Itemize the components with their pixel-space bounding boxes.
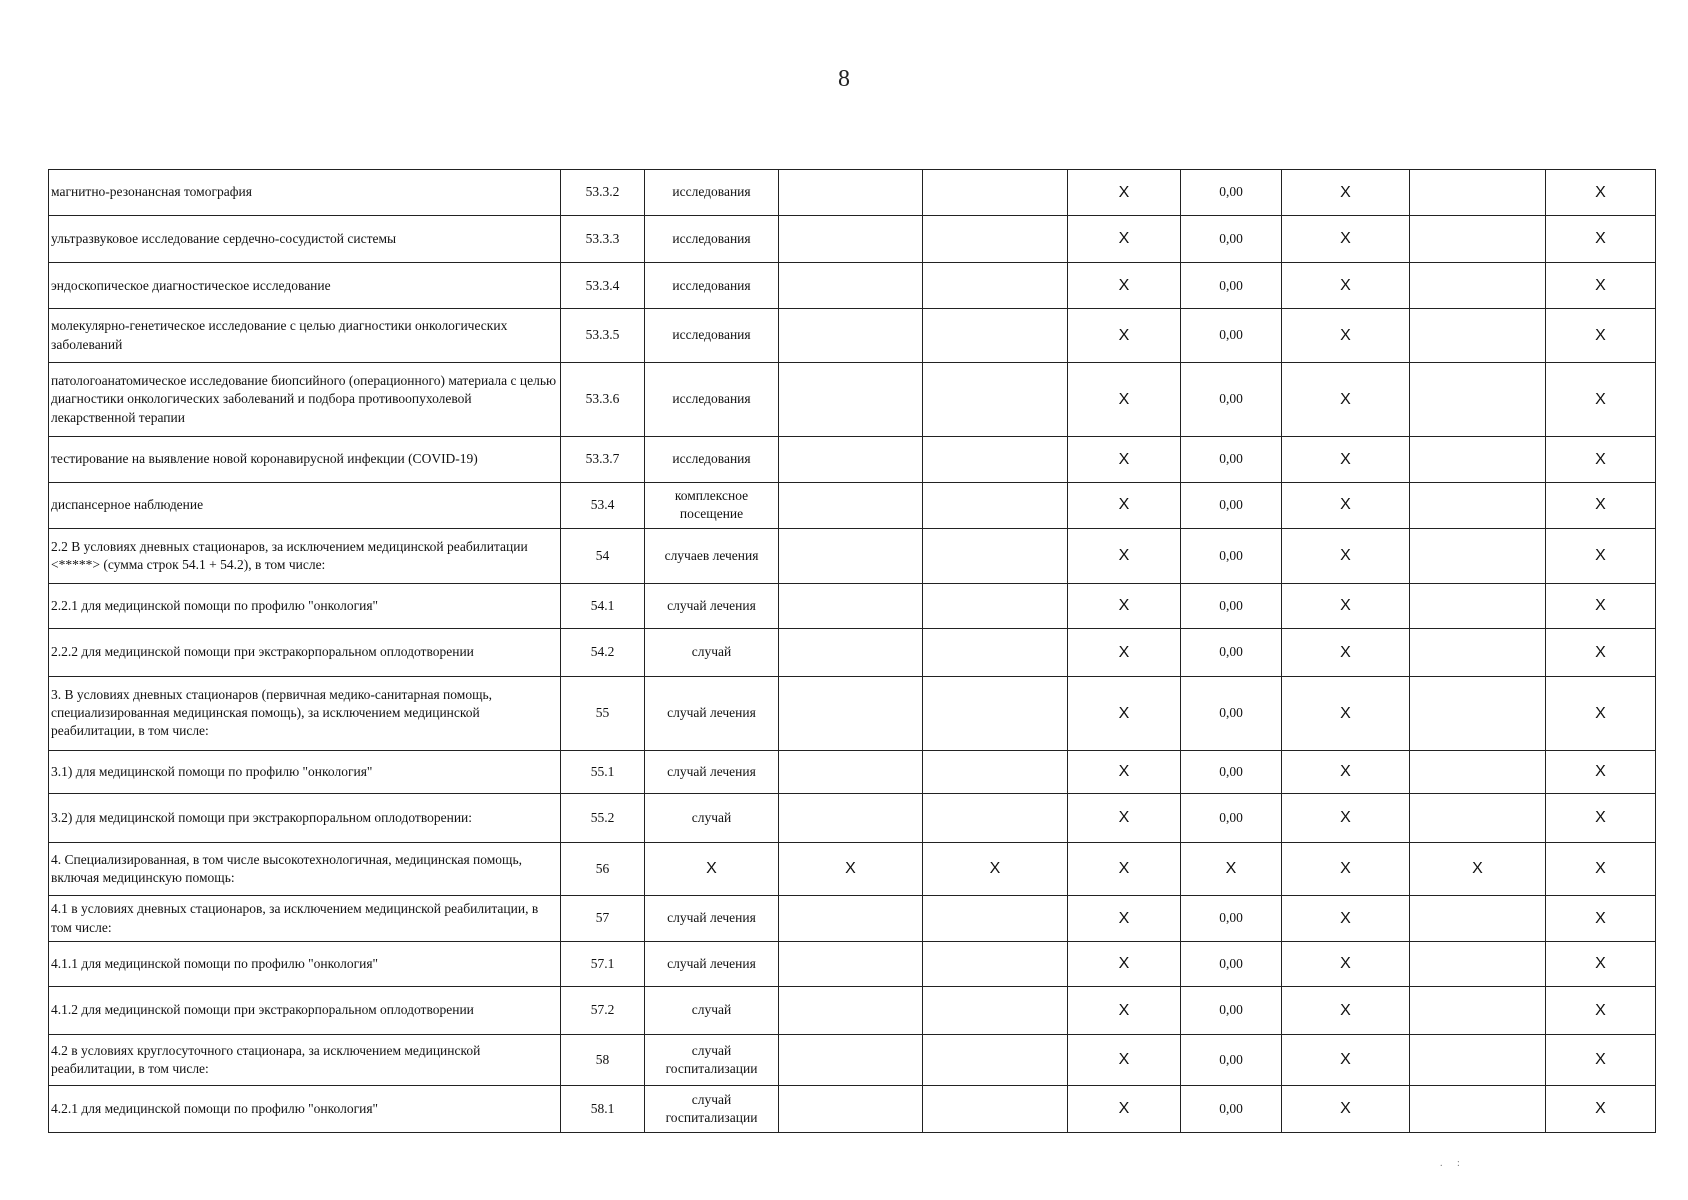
cell-col6: X [1068,750,1181,793]
row-code: 55 [561,676,645,750]
cell-col4 [779,528,923,584]
row-name: 3. В условиях дневных стационаров (первичная медико-санитарная помощь, специализированная медицинская помощь), за исключением медицинской реабилитации, в том числе: [49,676,561,750]
table-row [49,793,1656,843]
cell-col6: X [1068,843,1181,896]
table-row [49,986,1656,1035]
cell-col6: X [1068,215,1181,263]
cell-col4 [779,482,923,528]
row-unit: случай [645,629,779,677]
cell-col4 [779,629,923,677]
row-unit: исследования [645,263,779,309]
cell-col4 [779,584,923,629]
cell-col8: X [1282,1035,1410,1086]
cell-col5 [923,750,1068,793]
cell-col10: X [1546,941,1656,986]
row-unit: X [645,843,779,896]
cell-col5 [923,896,1068,942]
row-code: 53.4 [561,482,645,528]
cell-col8: X [1282,528,1410,584]
cell-col8: X [1282,629,1410,677]
cell-col7: 0,00 [1181,170,1282,216]
row-name: 2.2.1 для медицинской помощи по профилю "онкология" [49,584,561,629]
cell-col10: X [1546,263,1656,309]
cell-col6: X [1068,629,1181,677]
cell-col5 [923,437,1068,483]
row-code: 53.3.4 [561,263,645,309]
row-unit: комплексное посещение [645,482,779,528]
table-row [49,941,1656,986]
row-code: 54.2 [561,629,645,677]
cell-col8: X [1282,170,1410,216]
row-code: 53.3.7 [561,437,645,483]
cell-col6: X [1068,1086,1181,1133]
cell-col9: X [1410,843,1546,896]
cell-col6: X [1068,528,1181,584]
cell-col4 [779,170,923,216]
table-row [49,528,1656,584]
cell-col5 [923,1086,1068,1133]
cell-col9 [1410,309,1546,363]
cell-col5 [923,629,1068,677]
cell-col6: X [1068,676,1181,750]
cell-col4 [779,437,923,483]
cell-col5 [923,170,1068,216]
cell-col4 [779,1086,923,1133]
row-unit: случай [645,986,779,1035]
row-name: эндоскопическое диагностическое исследование [49,263,561,309]
cell-col9 [1410,793,1546,843]
row-unit: исследования [645,309,779,363]
table-row [49,843,1656,896]
cell-col4 [779,676,923,750]
cell-col9 [1410,986,1546,1035]
cell-col9 [1410,437,1546,483]
cell-col6: X [1068,482,1181,528]
cell-col9 [1410,896,1546,942]
cell-col8: X [1282,309,1410,363]
row-unit: случай лечения [645,896,779,942]
cell-col4: X [779,843,923,896]
table-row [49,629,1656,677]
table-row [49,676,1656,750]
row-code: 53.3.2 [561,170,645,216]
cell-col10: X [1546,309,1656,363]
cell-col5 [923,793,1068,843]
cell-col4 [779,362,923,436]
cell-col9 [1410,263,1546,309]
cell-col5 [923,986,1068,1035]
row-unit: случай госпитализации [645,1035,779,1086]
cell-col6: X [1068,584,1181,629]
cell-col7: 0,00 [1181,528,1282,584]
row-unit: случай лечения [645,676,779,750]
row-code: 58.1 [561,1086,645,1133]
row-code: 54.1 [561,584,645,629]
cell-col8: X [1282,362,1410,436]
cell-col8: X [1282,437,1410,483]
cell-col6: X [1068,1035,1181,1086]
cell-col5 [923,1035,1068,1086]
cell-col7: 0,00 [1181,1086,1282,1133]
cell-col10: X [1546,437,1656,483]
cell-col9 [1410,1035,1546,1086]
row-name: диспансерное наблюдение [49,482,561,528]
row-code: 57.2 [561,986,645,1035]
cell-col9 [1410,528,1546,584]
table-row [49,896,1656,942]
cell-col7: 0,00 [1181,986,1282,1035]
row-unit: случай лечения [645,584,779,629]
table-row [49,309,1656,363]
cell-col4 [779,896,923,942]
cell-col5 [923,263,1068,309]
table-row [49,263,1656,309]
table-row [49,482,1656,528]
row-name: 4.1.2 для медицинской помощи при экстракорпоральном оплодотворении [49,986,561,1035]
cell-col9 [1410,215,1546,263]
cell-col10: X [1546,215,1656,263]
row-code: 58 [561,1035,645,1086]
financing-table [48,169,1656,1133]
cell-col8: X [1282,215,1410,263]
row-code: 54 [561,528,645,584]
cell-col5: X [923,843,1068,896]
cell-col6: X [1068,263,1181,309]
cell-col7: 0,00 [1181,263,1282,309]
row-unit: исследования [645,215,779,263]
cell-col7: 0,00 [1181,437,1282,483]
cell-col9 [1410,629,1546,677]
cell-col6: X [1068,309,1181,363]
table-row [49,1086,1656,1133]
row-name: 3.1) для медицинской помощи по профилю "онкология" [49,750,561,793]
cell-col4 [779,986,923,1035]
row-name: патологоанатомическое исследование биопсийного (операционного) материала с целью диагностики онкологических заболеваний и подбора противоопухолевой лекарственной терапии [49,362,561,436]
page-number: 8 [838,66,850,92]
cell-col9 [1410,482,1546,528]
cell-col7: 0,00 [1181,215,1282,263]
cell-col10: X [1546,1086,1656,1133]
cell-col8: X [1282,843,1410,896]
row-name: тестирование на выявление новой коронавирусной инфекции (COVID-19) [49,437,561,483]
cell-col7: 0,00 [1181,896,1282,942]
cell-col10: X [1546,986,1656,1035]
row-unit: случаев лечения [645,528,779,584]
cell-col10: X [1546,362,1656,436]
table-row [49,362,1656,436]
row-code: 55.1 [561,750,645,793]
cell-col8: X [1282,793,1410,843]
cell-col6: X [1068,941,1181,986]
cell-col8: X [1282,263,1410,309]
cell-col6: X [1068,170,1181,216]
cell-col8: X [1282,896,1410,942]
cell-col9 [1410,676,1546,750]
cell-col4 [779,263,923,309]
cell-col6: X [1068,793,1181,843]
cell-col5 [923,941,1068,986]
cell-col6: X [1068,437,1181,483]
row-name: 4. Специализированная, в том числе высокотехнологичная, медицинская помощь, включая медицинскую помощь: [49,843,561,896]
cell-col7: 0,00 [1181,1035,1282,1086]
cell-col9 [1410,1086,1546,1133]
cell-col9 [1410,362,1546,436]
row-name: магнитно-резонансная томография [49,170,561,216]
cell-col8: X [1282,1086,1410,1133]
cell-col9 [1410,170,1546,216]
row-name: 4.2 в условиях круглосуточного стационара, за исключением медицинской реабилитации, в том числе: [49,1035,561,1086]
table-row [49,1035,1656,1086]
row-name: 4.1.1 для медицинской помощи по профилю "онкология" [49,941,561,986]
row-name: 2.2 В условиях дневных стационаров, за исключением медицинской реабилитации <*****> (сумма строк 54.1 + 54.2), в том числе: [49,528,561,584]
cell-col7: X [1181,843,1282,896]
row-unit: случай лечения [645,750,779,793]
cell-col4 [779,1035,923,1086]
cell-col8: X [1282,584,1410,629]
cell-col5 [923,584,1068,629]
row-name: ультразвуковое исследование сердечно-сосудистой системы [49,215,561,263]
row-unit: случай [645,793,779,843]
row-unit: исследования [645,362,779,436]
cell-col7: 0,00 [1181,629,1282,677]
cell-col4 [779,941,923,986]
scan-speck: . : [1440,1158,1466,1169]
cell-col4 [779,215,923,263]
cell-col10: X [1546,482,1656,528]
row-code: 55.2 [561,793,645,843]
table-row [49,215,1656,263]
cell-col8: X [1282,676,1410,750]
cell-col7: 0,00 [1181,941,1282,986]
row-code: 53.3.5 [561,309,645,363]
cell-col10: X [1546,528,1656,584]
row-name: 2.2.2 для медицинской помощи при экстракорпоральном оплодотворении [49,629,561,677]
row-name: 4.1 в условиях дневных стационаров, за исключением медицинской реабилитации, в том числе: [49,896,561,942]
row-unit: исследования [645,437,779,483]
cell-col10: X [1546,584,1656,629]
cell-col10: X [1546,793,1656,843]
cell-col7: 0,00 [1181,362,1282,436]
cell-col7: 0,00 [1181,750,1282,793]
table-row [49,750,1656,793]
row-unit: случай лечения [645,941,779,986]
cell-col6: X [1068,896,1181,942]
cell-col7: 0,00 [1181,309,1282,363]
cell-col7: 0,00 [1181,793,1282,843]
cell-col9 [1410,584,1546,629]
cell-col5 [923,482,1068,528]
cell-col8: X [1282,986,1410,1035]
cell-col7: 0,00 [1181,676,1282,750]
cell-col8: X [1282,941,1410,986]
cell-col5 [923,215,1068,263]
cell-col10: X [1546,1035,1656,1086]
cell-col5 [923,362,1068,436]
row-unit: исследования [645,170,779,216]
table-row [49,170,1656,216]
cell-col4 [779,793,923,843]
cell-col7: 0,00 [1181,584,1282,629]
cell-col7: 0,00 [1181,482,1282,528]
row-name: молекулярно-генетическое исследование с целью диагностики онкологических заболеваний [49,309,561,363]
row-code: 57 [561,896,645,942]
cell-col6: X [1068,986,1181,1035]
table-row [49,437,1656,483]
cell-col8: X [1282,482,1410,528]
cell-col10: X [1546,676,1656,750]
cell-col10: X [1546,896,1656,942]
row-code: 56 [561,843,645,896]
cell-col5 [923,309,1068,363]
row-unit: случай госпитализации [645,1086,779,1133]
cell-col5 [923,528,1068,584]
cell-col8: X [1282,750,1410,793]
row-name: 3.2) для медицинской помощи при экстракорпоральном оплодотворении: [49,793,561,843]
cell-col10: X [1546,170,1656,216]
cell-col4 [779,309,923,363]
cell-col4 [779,750,923,793]
row-code: 53.3.6 [561,362,645,436]
table-row [49,584,1656,629]
cell-col9 [1410,941,1546,986]
row-code: 53.3.3 [561,215,645,263]
row-name: 4.2.1 для медицинской помощи по профилю "онкология" [49,1086,561,1133]
cell-col6: X [1068,362,1181,436]
cell-col10: X [1546,843,1656,896]
cell-col10: X [1546,750,1656,793]
cell-col5 [923,676,1068,750]
row-code: 57.1 [561,941,645,986]
cell-col9 [1410,750,1546,793]
cell-col10: X [1546,629,1656,677]
